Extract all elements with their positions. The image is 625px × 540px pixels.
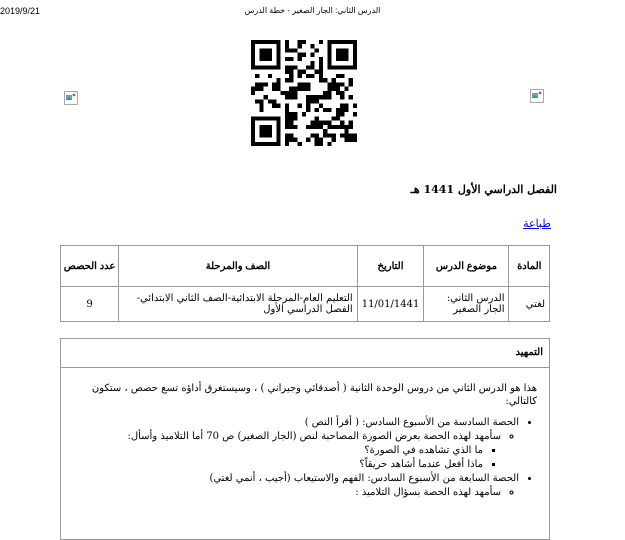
column-header-subject: المادة xyxy=(509,246,550,287)
column-header-date: التاريخ xyxy=(357,246,424,287)
cell-subject: لغتي xyxy=(509,287,550,322)
lesson-info-table xyxy=(60,245,550,322)
session-list xyxy=(73,416,537,499)
qr-code xyxy=(251,40,357,146)
cell-grade: التعليم العام-المرحلة الابتدائية-الصف الثاني الابتدائي-الفصل الدراسي الأول xyxy=(119,287,358,322)
question-item: ▪ ما الذي تشاهده في الصورة؟ xyxy=(73,444,483,457)
column-header-sessions: عدد الحصص xyxy=(61,246,119,287)
intro-paragraph: هذا هو الدرس الثاني من دروس الوحدة الثانية ( أصدقائي وجيراني ) ، وسيستغرق أداؤه تسع حصص ، ستكون كالتالي: xyxy=(91,383,537,407)
print-date: 2019/9/21 xyxy=(0,6,41,16)
list-item xyxy=(73,430,501,471)
session-6-intro: سأمهد لهذه الحصة بعرض الصورة المصاحبة لنص (الجار الصغير) ص 70 أما التلاميذ وأسأل: xyxy=(127,431,501,442)
intro-heading: التمهيد xyxy=(61,339,549,368)
broken-image-icon xyxy=(64,90,78,104)
page-header-title: الدرس الثاني: الجار الصغير - خطة الدرس xyxy=(244,6,381,15)
list-item xyxy=(73,472,519,499)
column-header-grade: الصف والمرحلة xyxy=(119,246,358,287)
intro-body xyxy=(61,368,549,499)
cell-sessions: 9 xyxy=(61,287,119,322)
list-item xyxy=(73,416,519,471)
table-row xyxy=(61,287,550,322)
session-7-title: الحصة السابعة من الأسبوع السادس: الفهم والاستيعاب (أجيب ، أنمي لغتي) xyxy=(209,473,519,484)
semester-title: الفصل الدراسي الأول 1441 هـ xyxy=(410,183,557,196)
print-link[interactable]: طباعة xyxy=(523,217,551,230)
cell-topic: الدرس الثاني: الجار الصغير xyxy=(424,287,509,322)
column-header-topic: موضوع الدرس xyxy=(424,246,509,287)
table-header-row xyxy=(61,246,550,287)
question-item: ▪ ماذا أفعل عندما أشاهد حريقاً؟ xyxy=(73,458,483,471)
cell-date: 11/01/1441 xyxy=(357,287,424,322)
session-7-intro: ◦ سأمهد لهذه الحصة بسؤال التلاميذ : xyxy=(73,486,501,499)
broken-image-icon xyxy=(530,88,544,102)
session-6-title: الحصة السادسة من الأسبوع السادس: ( أقرأ النص ) xyxy=(304,417,519,428)
